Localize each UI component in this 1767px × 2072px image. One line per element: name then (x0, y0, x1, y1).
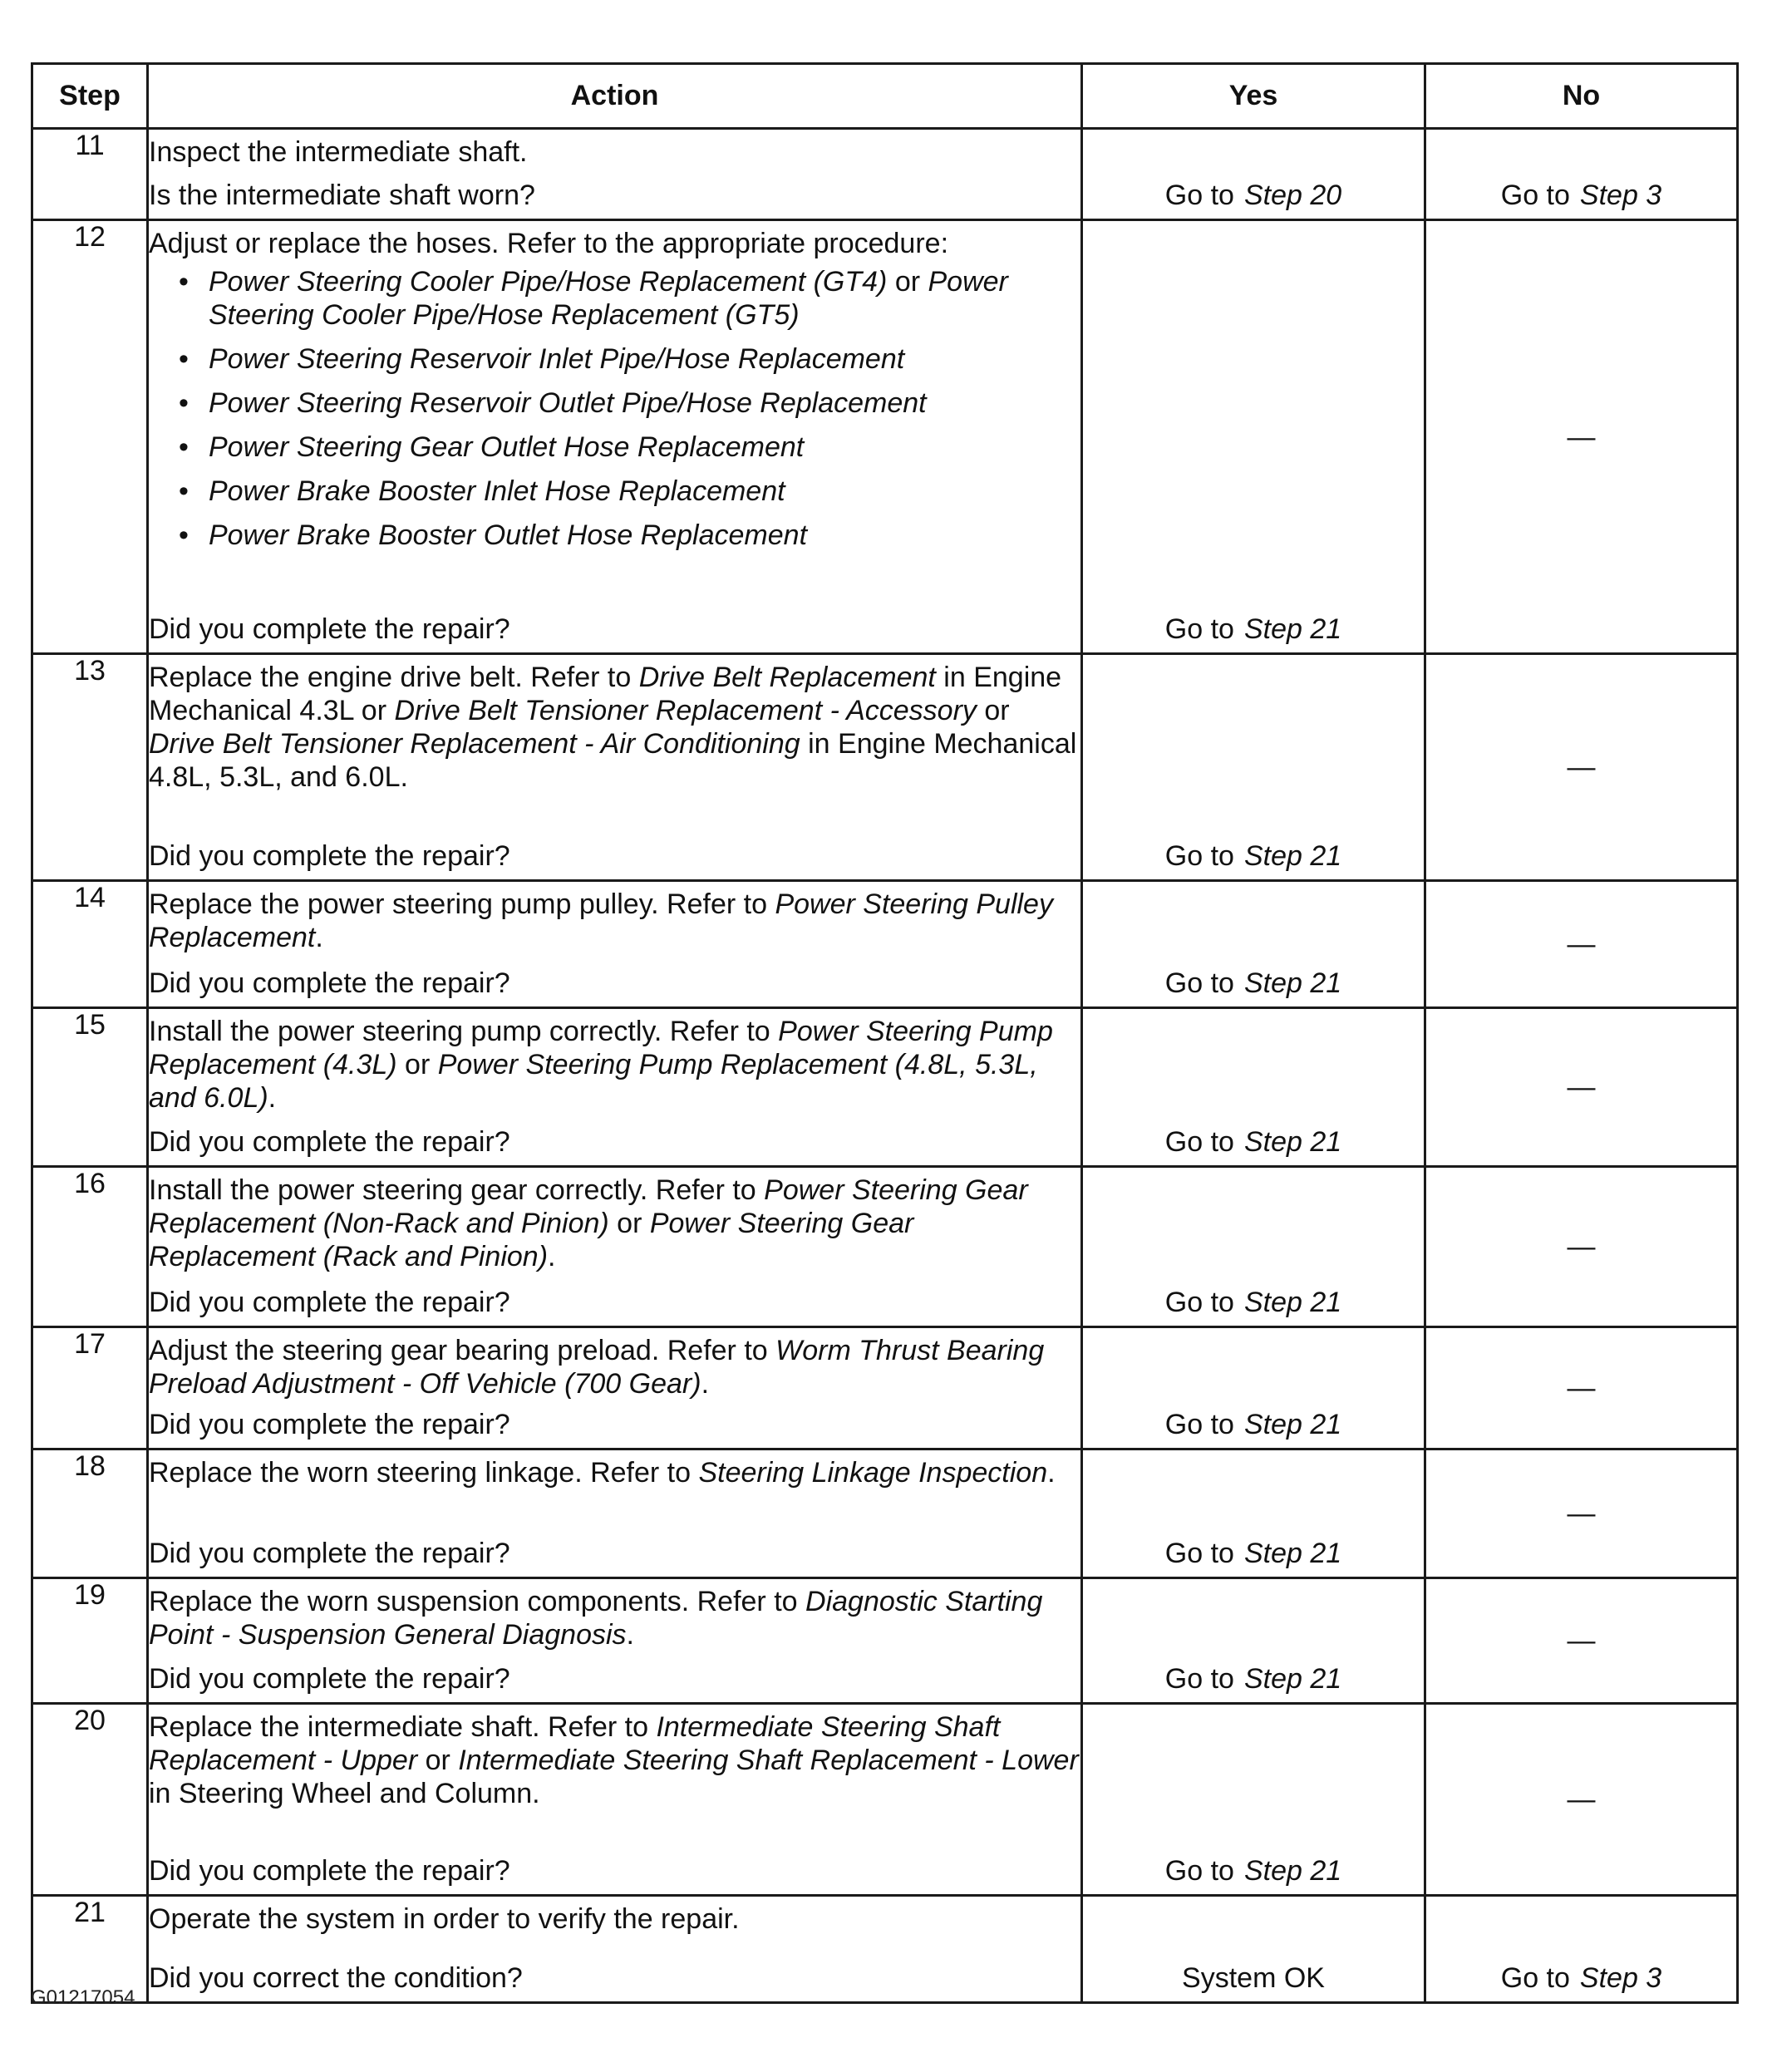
step-number: 12 (32, 220, 148, 654)
reference-link[interactable]: Intermediate Steering Shaft Replacement - Lower (458, 1745, 1079, 1776)
action-question: Did you complete the repair? (149, 1538, 510, 1569)
header-step: Step (32, 64, 148, 129)
no-cell (1425, 881, 1738, 1008)
text-segment: or (887, 266, 928, 298)
action-cell (148, 1008, 1082, 1167)
action-paragraph (149, 661, 1080, 794)
text-segment: in Engine Mechanical 4.8L, 5.3L, and 6.0L. (149, 728, 1077, 793)
action-question: Did you complete the repair? (149, 613, 510, 645)
no-outcome-dash: — (1567, 1784, 1596, 1815)
go-to-step[interactable]: Step 21 (1243, 1538, 1342, 1569)
go-to-step-link[interactable] (1083, 967, 1424, 1000)
action-paragraph (149, 1710, 1080, 1810)
text-segment: . (315, 922, 323, 953)
action-cell (148, 1327, 1082, 1449)
table-row (32, 654, 1738, 881)
table-row (32, 1896, 1738, 2003)
procedure-list-item (149, 475, 1080, 508)
text-segment: Install the power steering gear correctly. Refer to (149, 1174, 765, 1206)
no-outcome-dash: — (1567, 1372, 1596, 1404)
no-cell (1425, 1578, 1738, 1704)
action-paragraph (149, 1456, 1080, 1489)
no-outcome-dash: — (1567, 421, 1596, 453)
no-cell (1425, 654, 1738, 881)
go-to-step[interactable]: Step 21 (1243, 967, 1342, 999)
yes-cell (1082, 881, 1425, 1008)
go-to-step[interactable]: Step 21 (1243, 1855, 1342, 1887)
table-row (32, 220, 1738, 654)
go-to-step[interactable]: Step 21 (1243, 840, 1342, 872)
reference-link[interactable]: Steering Linkage Inspection (698, 1457, 1048, 1489)
yes-cell (1082, 220, 1425, 654)
text-segment: . (701, 1368, 710, 1400)
action-cell (148, 220, 1082, 654)
go-to-prefix: Go to (1500, 180, 1570, 211)
no-outcome-dash: — (1567, 1498, 1596, 1529)
go-to-step-link[interactable] (1083, 839, 1424, 873)
header-action: Action (148, 64, 1082, 129)
text-segment: in Engine Mechanical 4.3L or (149, 662, 1062, 726)
procedure-list (149, 265, 1080, 552)
no-cell (1425, 1327, 1738, 1449)
text-segment: or (417, 1745, 459, 1776)
go-to-step[interactable]: Step 21 (1243, 1663, 1342, 1695)
reference-link[interactable]: Worm Thrust Bearing Preload Adjustment - Off Vehicle (700 Gear) (149, 1335, 1045, 1400)
step-number: 14 (32, 881, 148, 1008)
action-cell (148, 1449, 1082, 1578)
yes-cell (1082, 1578, 1425, 1704)
yes-cell (1082, 1896, 1425, 2003)
go-to-step-link[interactable] (1083, 1537, 1424, 1570)
go-to-step[interactable]: Step 21 (1243, 613, 1342, 645)
reference-link[interactable]: Drive Belt Tensioner Replacement - Air Conditioning (149, 728, 800, 760)
outcome-text: System OK (1182, 1962, 1325, 1994)
text-segment: in Steering Wheel and Column. (149, 1778, 540, 1809)
go-to-step[interactable]: Step 3 (1579, 180, 1662, 211)
go-to-prefix: Go to (1500, 1962, 1570, 1994)
go-to-prefix: Go to (1164, 1855, 1234, 1887)
reference-link[interactable]: Drive Belt Tensioner Replacement - Accessory (394, 695, 977, 726)
yes-cell (1082, 1449, 1425, 1578)
step-number: 20 (32, 1704, 148, 1896)
yes-cell (1082, 129, 1425, 220)
header-yes: Yes (1082, 64, 1425, 129)
procedure-list-item (149, 265, 1080, 332)
action-paragraph (149, 888, 1080, 954)
go-to-prefix: Go to (1164, 1126, 1234, 1158)
go-to-prefix: Go to (1164, 967, 1234, 999)
go-to-step[interactable]: Step 21 (1243, 1287, 1342, 1318)
go-to-step-link[interactable] (1083, 1662, 1424, 1695)
step-number: 13 (32, 654, 148, 881)
go-to-prefix: Go to (1164, 1287, 1234, 1318)
go-to-step[interactable]: Step 20 (1243, 180, 1342, 211)
action-question: Did you complete the repair? (149, 1126, 510, 1158)
reference-link[interactable]: Power Steering Pump Replacement (4.3L) (149, 1016, 1053, 1080)
go-to-step[interactable]: Step 21 (1243, 1126, 1342, 1158)
no-cell (1425, 1449, 1738, 1578)
action-question: Is the intermediate shaft worn? (149, 180, 535, 211)
table-row (32, 1449, 1738, 1578)
reference-link[interactable]: Drive Belt Replacement (638, 662, 936, 693)
table-body (32, 129, 1738, 2003)
header-no: No (1425, 64, 1738, 129)
reference-link[interactable]: Power Steering Pump Replacement (4.8L, 5.3L, and 6.0L) (149, 1049, 1038, 1114)
no-cell (1425, 1008, 1738, 1167)
action-paragraph (149, 135, 1080, 169)
procedure-list-item (149, 431, 1080, 464)
go-to-step-link[interactable] (1083, 179, 1424, 212)
reference-link[interactable]: Power Steering Cooler Pipe/Hose Replacement (GT5) (209, 266, 1008, 331)
no-outcome-dash: — (1567, 751, 1596, 783)
action-cell (148, 1578, 1082, 1704)
text-segment: Replace the engine drive belt. Refer to (149, 662, 639, 693)
text-segment: . (1047, 1457, 1056, 1489)
table-row (32, 1008, 1738, 1167)
go-to-step[interactable]: Step 21 (1243, 1409, 1342, 1440)
text-segment: Replace the intermediate shaft. Refer to (149, 1711, 657, 1743)
reference-link[interactable]: Diagnostic Starting Point - Suspension General Diagnosis (149, 1586, 1043, 1651)
text-segment: or (976, 695, 1010, 726)
action-cell (148, 129, 1082, 220)
action-question: Did you complete the repair? (149, 967, 510, 999)
go-to-prefix: Go to (1164, 1409, 1234, 1440)
text-segment: Adjust the steering gear bearing preload. Refer to (149, 1335, 776, 1366)
action-cell (148, 1896, 1082, 2003)
table-row (32, 1578, 1738, 1704)
no-cell (1425, 1896, 1738, 2003)
reference-link[interactable]: Power Steering Gear Outlet Hose Replacement (209, 431, 805, 463)
text-segment: . (626, 1619, 634, 1651)
action-paragraph (149, 1902, 1080, 1936)
reference-link[interactable]: Power Steering Gear Replacement (Rack and Pinion) (149, 1208, 914, 1272)
text-segment: Operate the system in order to verify the repair. (149, 1903, 740, 1935)
reference-link[interactable]: Intermediate Steering Shaft Replacement - Upper (149, 1711, 1001, 1776)
step-number: 19 (32, 1578, 148, 1704)
step-number: 16 (32, 1167, 148, 1327)
go-to-step-link[interactable] (1426, 1961, 1736, 1995)
action-cell (148, 654, 1082, 881)
action-question: Did you complete the repair? (149, 1287, 510, 1318)
no-outcome-dash: — (1567, 1625, 1596, 1656)
action-question: Did you complete the repair? (149, 1409, 510, 1440)
text-segment: or (396, 1049, 438, 1080)
reference-link[interactable]: Power Steering Pulley Replacement (149, 888, 1053, 953)
action-cell (148, 1704, 1082, 1896)
reference-link[interactable]: Power Steering Reservoir Outlet Pipe/Hose Replacement (209, 387, 927, 419)
step-number: 15 (32, 1008, 148, 1167)
text-segment: Install the power steering pump correctly. Refer to (149, 1016, 779, 1047)
no-outcome-dash: — (1567, 1071, 1596, 1103)
reference-link[interactable]: Power Steering Reservoir Inlet Pipe/Hose Replacement (209, 343, 905, 375)
go-to-prefix: Go to (1164, 840, 1234, 872)
reference-link[interactable]: Power Brake Booster Outlet Hose Replacement (209, 519, 808, 551)
go-to-step-link[interactable] (1083, 1286, 1424, 1319)
yes-cell (1082, 1704, 1425, 1896)
no-cell (1425, 129, 1738, 220)
reference-link[interactable]: Power Brake Booster Inlet Hose Replacement (209, 475, 785, 507)
action-cell (148, 1167, 1082, 1327)
diagnostic-table (31, 62, 1739, 2004)
no-outcome-dash: — (1567, 1231, 1596, 1262)
no-cell (1425, 1167, 1738, 1327)
table-row (32, 1167, 1738, 1327)
go-to-prefix: Go to (1164, 1538, 1234, 1569)
table-row (32, 1704, 1738, 1896)
procedure-list-item (149, 386, 1080, 420)
text-segment: . (548, 1241, 556, 1272)
go-to-step[interactable]: Step 3 (1579, 1962, 1662, 1994)
procedure-list-item (149, 519, 1080, 552)
yes-cell (1082, 654, 1425, 881)
text-segment: or (608, 1208, 650, 1239)
action-cell (148, 881, 1082, 1008)
step-number: 17 (32, 1327, 148, 1449)
yes-cell (1082, 1008, 1425, 1167)
text-segment: Inspect the intermediate shaft. (149, 136, 528, 168)
go-to-prefix: Go to (1164, 613, 1234, 645)
step-number: 18 (32, 1449, 148, 1578)
go-to-step-link[interactable] (1083, 1125, 1424, 1159)
reference-link[interactable]: Power Steering Gear Replacement (Non-Rack and Pinion) (149, 1174, 1028, 1239)
text-segment: Replace the power steering pump pulley. Refer to (149, 888, 775, 920)
action-paragraph (149, 1015, 1080, 1115)
go-to-step-link[interactable] (1083, 613, 1424, 646)
procedure-list-item (149, 342, 1080, 376)
action-question: Did you correct the condition? (149, 1962, 523, 1994)
step-number: 11 (32, 129, 148, 220)
yes-cell (1082, 1167, 1425, 1327)
text-segment: Adjust or replace the hoses. Refer to the appropriate procedure: (149, 228, 949, 259)
figure-id: G01217054 (31, 1986, 135, 2009)
table-row (32, 1327, 1738, 1449)
reference-link[interactable]: Power Steering Cooler Pipe/Hose Replacement (GT4) (209, 266, 888, 298)
text-segment: . (268, 1082, 277, 1114)
table-header-row (32, 64, 1738, 129)
text-segment: Replace the worn steering linkage. Refer to (149, 1457, 699, 1489)
no-outcome-dash: — (1567, 928, 1596, 960)
action-question: Did you complete the repair? (149, 840, 510, 872)
action-question: Did you complete the repair? (149, 1663, 510, 1695)
table-row (32, 129, 1738, 220)
go-to-prefix: Go to (1164, 180, 1234, 211)
yes-cell (1082, 1327, 1425, 1449)
go-to-step-link[interactable] (1083, 1854, 1424, 1887)
action-paragraph (149, 1334, 1080, 1400)
go-to-step-link[interactable] (1426, 179, 1736, 212)
action-paragraph (149, 1585, 1080, 1651)
no-cell (1425, 1704, 1738, 1896)
action-paragraph (149, 1174, 1080, 1273)
go-to-step-link[interactable] (1083, 1408, 1424, 1441)
step-number: 21 (32, 1896, 148, 2003)
action-paragraph (149, 227, 1080, 260)
go-to-prefix: Go to (1164, 1663, 1234, 1695)
table-row (32, 881, 1738, 1008)
text-segment: Replace the worn suspension components. Refer to (149, 1586, 806, 1617)
action-question: Did you complete the repair? (149, 1855, 510, 1887)
no-cell (1425, 220, 1738, 654)
